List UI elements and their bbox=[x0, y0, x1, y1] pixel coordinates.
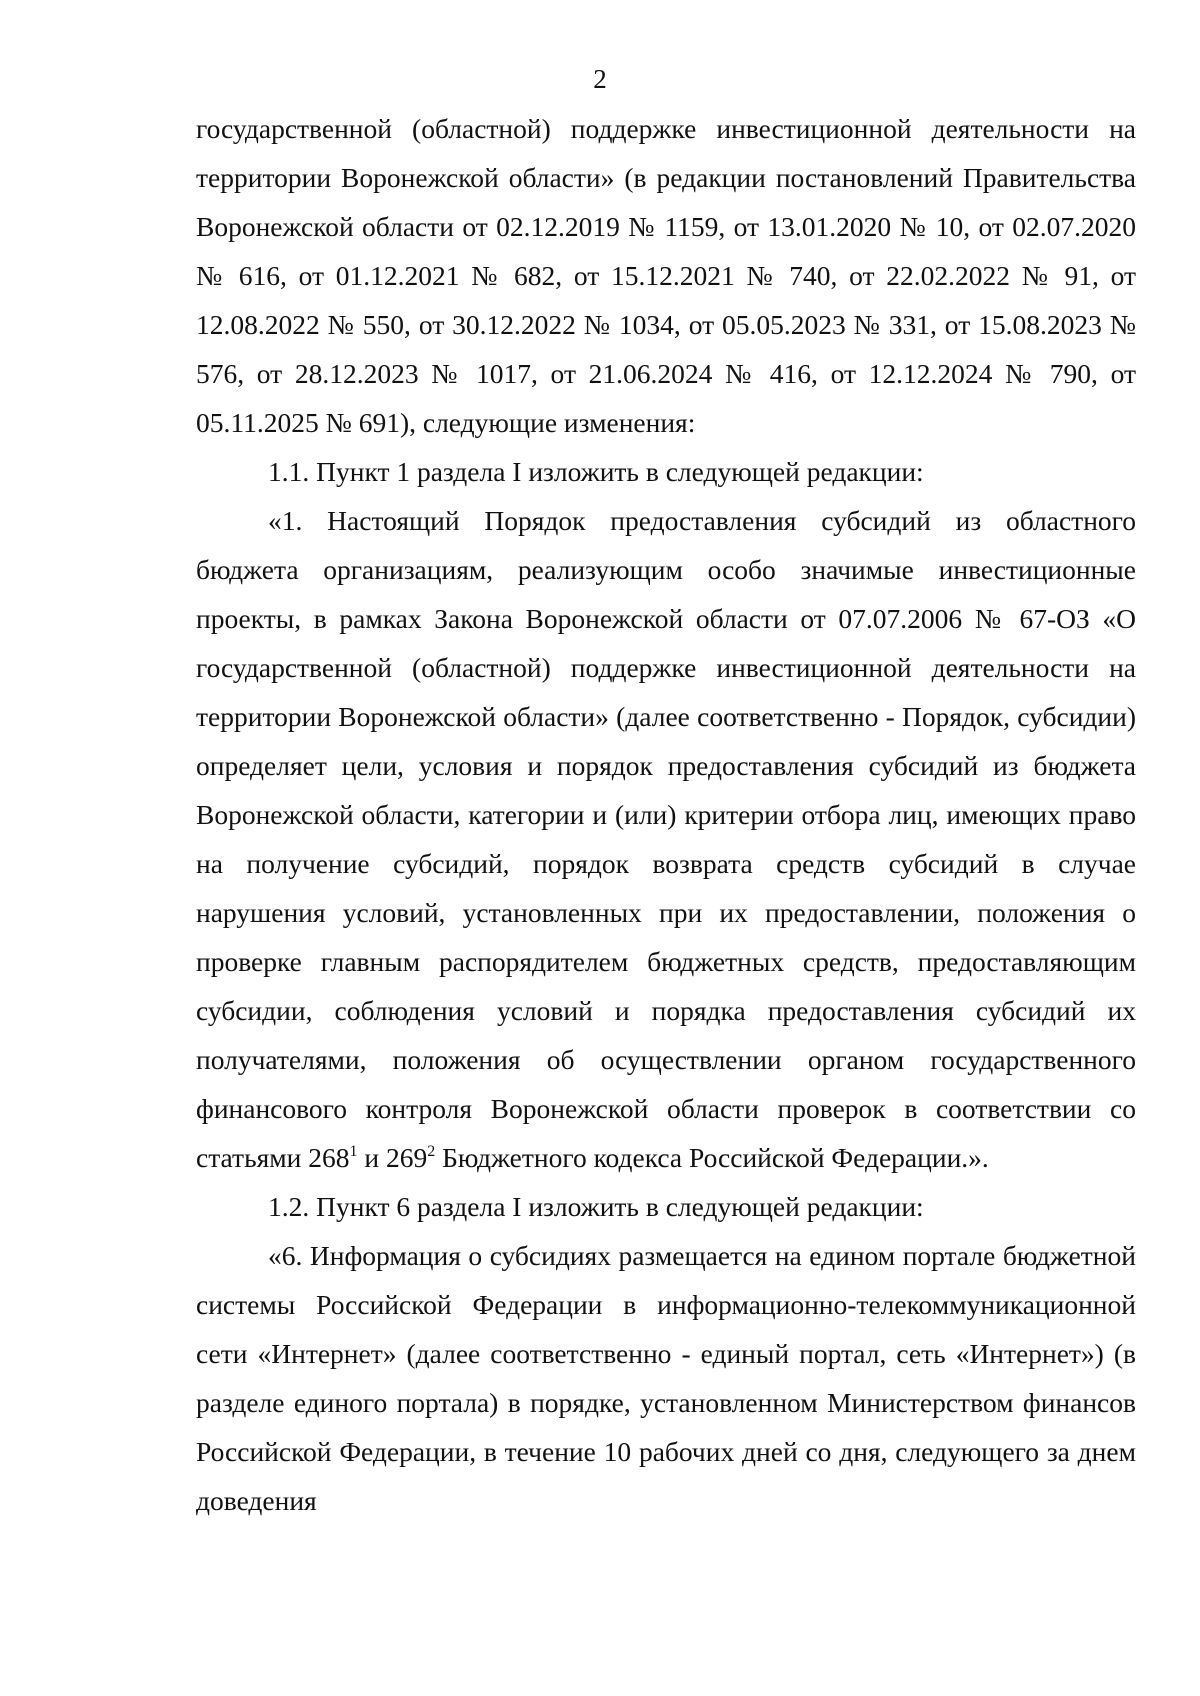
quote-1-joiner: и bbox=[357, 1142, 386, 1173]
quote-1-text-before: «1. Настоящий Порядок предоставления субсидий из областного бюджета организациям, реализующим особо значимые инвестиционные проекты, в рамках Закона Воронежской области от 07.07.2006 № 67-ОЗ «О государственной (областной) поддержке инвестиционной деятельности на территории Воронежской области» (далее соответственно - Порядок, субсидии) определяет цели, условия и порядок предоставления субсидий из бюджета Воронежской области, категории и (или) критерии отбора лиц, имеющих право на получение субсидий, порядок возврата средств субсидий в случае нарушения условий, установленных при их предоставлении, положения о проверке главным распорядителем бюджетных средств, предоставляющим субсидии, соблюдения условий и порядка предоставления субсидий их получателями, положения об осуществлении органом государственного финансового контроля Воронежской области проверок в соответствии со статьями bbox=[196, 505, 1136, 1173]
article-269: 269 bbox=[385, 1142, 428, 1173]
page-number: 2 bbox=[593, 64, 607, 94]
article-268-superscript: 1 bbox=[349, 1143, 358, 1160]
paragraph-item-1-2: 1.2. Пункт 6 раздела I изложить в следующей редакции: bbox=[268, 1191, 924, 1222]
quote-1-text-after: Бюджетного кодекса Российской Федерации.». bbox=[435, 1142, 989, 1173]
paragraph-quote-6: «6. Информация о субсидиях размещается на едином портале бюджетной системы Российской Федерации в информационно-телекоммуникационной сети «Интернет» (далее соответственно - единый портал, сеть «Интернет») (в разделе единого портала) в порядке, установленном Министерством финансов Российской Федерации, в течение 10 рабочих дней со дня, следующего за днем доведения bbox=[196, 1240, 1136, 1516]
article-269-superscript: 2 bbox=[427, 1143, 436, 1160]
paragraph-quote-1 bbox=[196, 496, 1136, 1182]
paragraph-intro: государственной (областной) поддержке инвестиционной деятельности на территории Воронежской области» (в редакции постановлений Правительства Воронежской области от 02.12.2019 № 1159, от 13.01.2020 № 10, от 02.07.2020 № 616, от 01.12.2021 № 682, от 15.12.2021 № 740, от 22.02.2022 № 91, от 12.08.2022 № 550, от 30.12.2022 № 1034, от 05.05.2023 № 331, от 15.08.2023 № 576, от 28.12.2023 № 1017, от 21.06.2024 № 416, от 12.12.2024 № 790, от 05.11.2025 № 691), следующие изменения: bbox=[196, 113, 1136, 438]
document-body bbox=[196, 104, 1136, 1525]
paragraph-item-1-1: 1.1. Пункт 1 раздела I изложить в следующей редакции: bbox=[268, 456, 924, 487]
article-268: 268 bbox=[308, 1142, 350, 1173]
